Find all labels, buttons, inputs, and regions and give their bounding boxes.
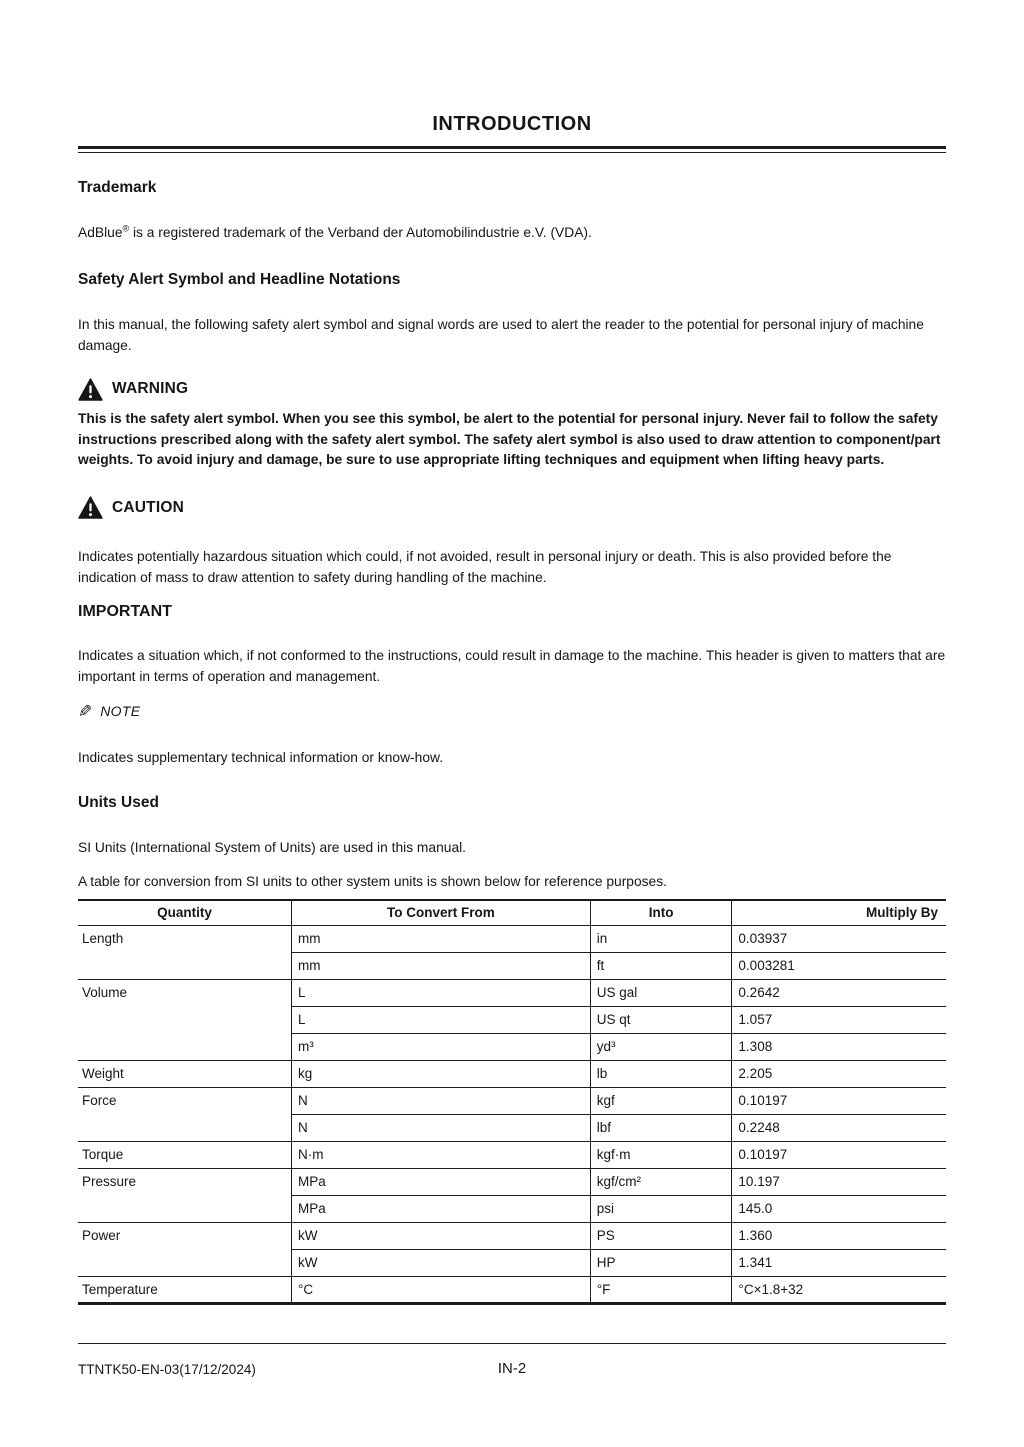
multiply-by-cell: 1.308 (732, 1034, 946, 1061)
into-cell: yd³ (590, 1034, 732, 1061)
convert-from-cell: MPa (292, 1169, 591, 1196)
table-row (78, 1169, 946, 1196)
into-cell: ft (590, 953, 732, 980)
quantity-cell: Power (78, 1223, 292, 1277)
into-cell: lb (590, 1061, 732, 1088)
table-column-header: To Convert From (292, 900, 591, 926)
into-cell: kgf (590, 1088, 732, 1115)
table-column-header: Multiply By (732, 900, 946, 926)
multiply-by-cell: 1.057 (732, 1007, 946, 1034)
into-cell: kgf/cm² (590, 1169, 732, 1196)
convert-from-cell: mm (292, 926, 591, 953)
note-body-paragraph: Indicates supplementary technical information or know-how. (78, 749, 444, 765)
table-intro-paragraph: A table for conversion from SI units to other system units is shown below for reference purposes. (78, 873, 667, 889)
si-units-paragraph: SI Units (International System of Units) are used in this manual. (78, 839, 467, 855)
warning-label: WARNING (112, 380, 189, 397)
unit-conversion-table (78, 899, 946, 1306)
multiply-by-cell: 2.205 (732, 1061, 946, 1088)
table-row (78, 1277, 946, 1304)
safety-intro-paragraph: In this manual, the following safety alert symbol and signal words are used to alert the reader to the potential for personal injury of machine damage. (78, 317, 924, 353)
convert-from-cell: kW (292, 1223, 591, 1250)
convert-from-cell: N (292, 1115, 591, 1142)
quantity-cell: Temperature (78, 1277, 292, 1304)
registered-trademark-symbol: ® (122, 223, 130, 234)
note-label: NOTE (100, 703, 141, 719)
multiply-by-cell: 0.2642 (732, 980, 946, 1007)
table-row (78, 980, 946, 1007)
page-footer (78, 1343, 946, 1377)
quantity-cell: Volume (78, 980, 292, 1061)
footer-page-number: IN-2 (497, 1360, 527, 1377)
title-rule (78, 146, 946, 153)
quantity-cell: Weight (78, 1061, 292, 1088)
into-cell: in (590, 926, 732, 953)
convert-from-cell: MPa (292, 1196, 591, 1223)
into-cell: °F (590, 1277, 732, 1304)
quantity-cell: Force (78, 1088, 292, 1142)
multiply-by-cell: 10.197 (732, 1169, 946, 1196)
important-body-paragraph: Indicates a situation which, if not conformed to the instructions, could result in damage to the machine. This header is given to matters that are important in terms of operation and management. (78, 647, 946, 684)
table-column-header: Into (590, 900, 732, 926)
convert-from-cell: °C (292, 1277, 591, 1304)
multiply-by-cell: 1.360 (732, 1223, 946, 1250)
heading-trademark: Trademark (78, 179, 157, 196)
quantity-cell: Length (78, 926, 292, 980)
table-row (78, 926, 946, 953)
multiply-by-cell: 0.10197 (732, 1088, 946, 1115)
convert-from-cell: m³ (292, 1034, 591, 1061)
caution-header (78, 495, 946, 521)
table-row (78, 1142, 946, 1169)
convert-from-cell: mm (292, 953, 591, 980)
caution-label: CAUTION (112, 498, 185, 516)
table-header-row (78, 900, 946, 926)
multiply-by-cell: 1.341 (732, 1250, 946, 1277)
multiply-by-cell: 0.003281 (732, 953, 946, 980)
quantity-cell: Pressure (78, 1169, 292, 1223)
page-title: INTRODUCTION (432, 113, 592, 135)
multiply-by-cell: 0.03937 (732, 926, 946, 953)
warning-header (78, 376, 946, 402)
footer-doc-code: TTNTK50-EN-03(17/12/2024) (78, 1362, 256, 1377)
trademark-paragraph (78, 222, 946, 243)
into-cell: US gal (590, 980, 732, 1007)
trademark-text: AdBlue (78, 225, 123, 240)
table-row (78, 1088, 946, 1115)
pencil-note-icon: ✎ (78, 701, 93, 721)
multiply-by-cell: °C×1.8+32 (732, 1277, 946, 1304)
convert-from-cell: L (292, 980, 591, 1007)
caution-triangle-icon (78, 496, 103, 519)
heading-important: IMPORTANT (78, 602, 172, 620)
into-cell: lbf (590, 1115, 732, 1142)
multiply-by-cell: 0.2248 (732, 1115, 946, 1142)
convert-from-cell: kW (292, 1250, 591, 1277)
heading-units-used: Units Used (78, 793, 159, 811)
trademark-text-rest: is a registered trademark of the Verband der Automobilindustrie e.V. (VDA). (129, 225, 592, 240)
convert-from-cell: kg (292, 1061, 591, 1088)
heading-safety-alert: Safety Alert Symbol and Headline Notations (78, 271, 401, 288)
into-cell: PS (590, 1223, 732, 1250)
into-cell: psi (590, 1196, 732, 1223)
footer-row (78, 1344, 946, 1377)
into-cell: HP (590, 1250, 732, 1277)
warning-triangle-icon (78, 378, 103, 401)
table-column-header: Quantity (78, 900, 292, 926)
convert-from-cell: L (292, 1007, 591, 1034)
multiply-by-cell: 145.0 (732, 1196, 946, 1223)
caution-body-paragraph: Indicates potentially hazardous situation which could, if not avoided, result in personal injury or death. This is also provided before the indication of mass to draw attention to safety during handling of the machine. (78, 548, 892, 585)
convert-from-cell: N (292, 1088, 591, 1115)
convert-from-cell: N·m (292, 1142, 591, 1169)
table-row (78, 1223, 946, 1250)
table-row (78, 1061, 946, 1088)
warning-body-paragraph: This is the safety alert symbol. When you see this symbol, be alert to the potential for personal injury. Never fail to follow the safety instructions prescribed along with the safety alert symbol. The safety alert symbol is also used to draw attention to component/part weights. To avoid injury and damage, be sure to use appropriate lifting techniques and equipment when lifting heavy parts. (78, 411, 941, 467)
note-header (78, 701, 946, 722)
into-cell: kgf·m (590, 1142, 732, 1169)
quantity-cell: Torque (78, 1142, 292, 1169)
multiply-by-cell: 0.10197 (732, 1142, 946, 1169)
into-cell: US qt (590, 1007, 732, 1034)
